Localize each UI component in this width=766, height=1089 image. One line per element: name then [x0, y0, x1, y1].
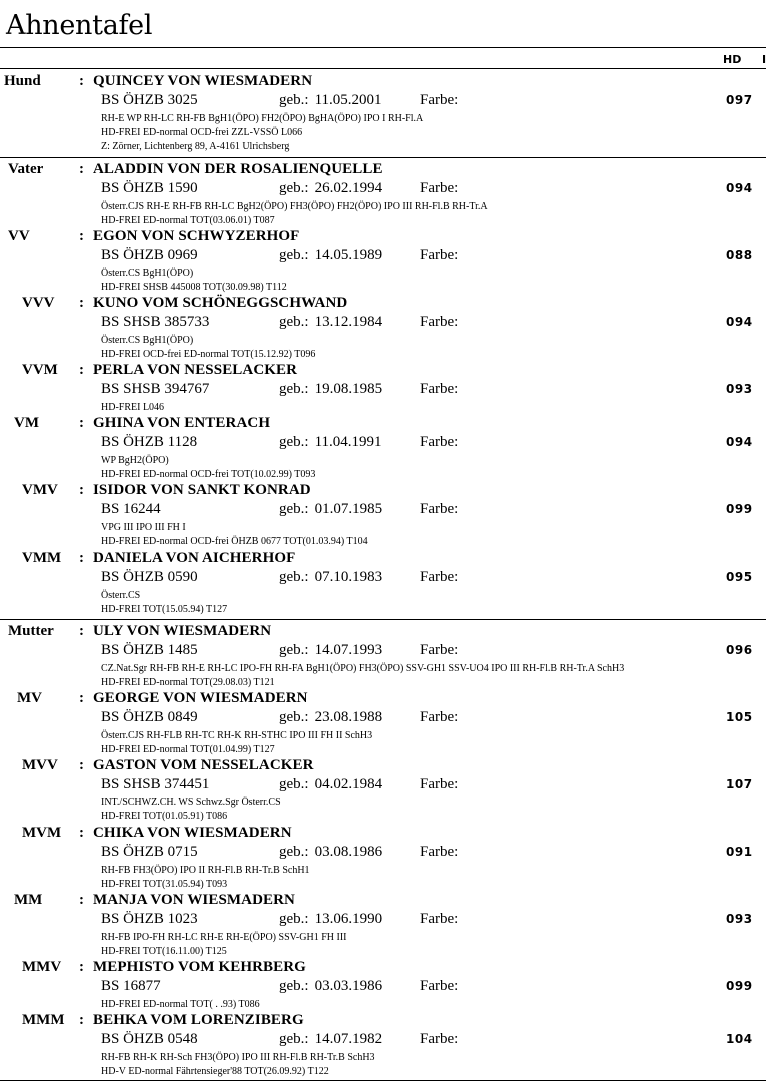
- color-label: Farbe:: [420, 1031, 459, 1047]
- separator-colon: :: [79, 1012, 84, 1028]
- dog-name: PERLA VON NESSELACKER: [93, 362, 298, 378]
- birth-date-value: 13.06.1990: [314, 911, 383, 927]
- birth-date-value: 03.08.1986: [314, 844, 383, 860]
- header-divider: [0, 68, 766, 69]
- hd-value: 094: [726, 315, 753, 329]
- birth-date-value: 13.12.1984: [314, 314, 383, 330]
- registration-number: BS SHSB 374451: [101, 776, 210, 792]
- birth-date: [279, 978, 382, 995]
- dog-name: BEHKA VOM LORENZIBERG: [93, 1012, 304, 1028]
- birth-date-label: geb.:: [279, 501, 309, 517]
- birth-date-label: geb.:: [279, 434, 309, 450]
- detail-line: CZ.Nat.Sgr RH-FB RH-E RH-LC IPO-FH RH-FA BgH1(ÖPO) FH3(ÖPO) SSV-GH1 SSV-UO4 IPO III RH-Fl.B RH-Tr.A SchH3: [101, 663, 625, 674]
- hd-value: 107: [726, 777, 753, 791]
- page-title: Ahnentafel: [6, 10, 153, 41]
- detail-line: HD-FREI OCD-frei ED-normal TOT(15.12.92) T096: [101, 349, 316, 360]
- birth-date: [279, 642, 382, 659]
- birth-date-label: geb.:: [279, 911, 309, 927]
- ancestor-code: Vater: [8, 161, 44, 177]
- color-label: Farbe:: [420, 92, 459, 108]
- detail-line: RH-FB IPO-FH RH-LC RH-E RH-E(ÖPO) SSV-GH1 FH III: [101, 932, 347, 943]
- dog-name: GEORGE VON WIESMADERN: [93, 690, 308, 706]
- top-divider: [0, 47, 766, 48]
- birth-date: [279, 911, 382, 928]
- registration-number: BS ÖHZB 1023: [101, 911, 198, 927]
- separator-colon: :: [79, 825, 84, 841]
- separator-colon: :: [79, 482, 84, 498]
- ancestor-code: MV: [17, 690, 42, 706]
- birth-date-label: geb.:: [279, 1031, 309, 1047]
- detail-line: RH-E WP RH-LC RH-FB BgH1(ÖPO) FH2(ÖPO) BgHA(ÖPO) IPO I RH-Fl.A: [101, 113, 424, 124]
- birth-date-value: 14.07.1982: [314, 1031, 383, 1047]
- birth-date-label: geb.:: [279, 247, 309, 263]
- hd-value: 093: [726, 382, 753, 396]
- separator-colon: :: [79, 550, 84, 566]
- ancestor-code: VVV: [22, 295, 55, 311]
- birth-date: [279, 569, 382, 586]
- detail-line: Österr.CS: [101, 590, 141, 601]
- birth-date-value: 03.03.1986: [314, 978, 383, 994]
- birth-date: [279, 709, 382, 726]
- separator-colon: :: [79, 415, 84, 431]
- detail-line: VPG III IPO III FH I: [101, 522, 186, 533]
- detail-line: HD-V ED-normal Fährtensieger'88 TOT(26.09.92) T122: [101, 1066, 329, 1077]
- registration-number: BS 16244: [101, 501, 161, 517]
- separator-colon: :: [79, 690, 84, 706]
- separator-colon: :: [79, 623, 84, 639]
- hd-value: 088: [726, 248, 753, 262]
- ancestor-code: MVM: [22, 825, 62, 841]
- separator-colon: :: [79, 73, 84, 89]
- dog-name: DANIELA VON AICHERHOF: [93, 550, 296, 566]
- hd-value: 099: [726, 979, 753, 993]
- color-label: Farbe:: [420, 776, 459, 792]
- detail-line: HD-FREI ED-normal OCD-frei ZZL-VSSÖ L066: [101, 127, 303, 138]
- birth-date: [279, 776, 382, 793]
- separator-colon: :: [79, 959, 84, 975]
- birth-date: [279, 92, 382, 109]
- color-label: Farbe:: [420, 501, 459, 517]
- color-label: Farbe:: [420, 569, 459, 585]
- birth-date-label: geb.:: [279, 776, 309, 792]
- birth-date-label: geb.:: [279, 978, 309, 994]
- color-label: Farbe:: [420, 709, 459, 725]
- birth-date-label: geb.:: [279, 569, 309, 585]
- birth-date: [279, 247, 382, 264]
- registration-number: BS ÖHZB 3025: [101, 92, 198, 108]
- detail-line: Österr.CS BgH1(ÖPO): [101, 268, 194, 279]
- color-label: Farbe:: [420, 180, 459, 196]
- detail-line: RH-FB RH-K RH-Sch FH3(ÖPO) IPO III RH-Fl.B RH-Tr.B SchH3: [101, 1052, 375, 1063]
- birth-date: [279, 180, 382, 197]
- dog-name: MEPHISTO VOM KEHRBERG: [93, 959, 306, 975]
- detail-line: INT./SCHWZ.CH. WS Schwz.Sgr Österr.CS: [101, 797, 281, 808]
- dog-name: KUNO VOM SCHÖNEGGSCHWAND: [93, 295, 348, 311]
- separator-colon: :: [79, 228, 84, 244]
- hd-value: 104: [726, 1032, 753, 1046]
- registration-number: BS ÖHZB 1485: [101, 642, 198, 658]
- detail-line: HD-FREI TOT(31.05.94) T093: [101, 879, 228, 890]
- color-label: Farbe:: [420, 642, 459, 658]
- ancestor-code: VM: [14, 415, 39, 431]
- detail-line: HD-FREI TOT(15.05.94) T127: [101, 604, 228, 615]
- birth-date: [279, 501, 382, 518]
- birth-date-value: 26.02.1994: [314, 180, 383, 196]
- birth-date: [279, 434, 382, 451]
- color-label: Farbe:: [420, 381, 459, 397]
- detail-line: HD-FREI ED-normal OCD-frei ÖHZB 0677 TOT(01.03.94) T104: [101, 536, 368, 547]
- registration-number: BS ÖHZB 0548: [101, 1031, 198, 1047]
- hd-value: 096: [726, 643, 753, 657]
- dog-name: QUINCEY VON WIESMADERN: [93, 73, 313, 89]
- hd-value: 091: [726, 845, 753, 859]
- hd-value: 095: [726, 570, 753, 584]
- separator-colon: :: [79, 362, 84, 378]
- registration-number: BS ÖHZB 0849: [101, 709, 198, 725]
- detail-line: Österr.CS BgH1(ÖPO): [101, 335, 194, 346]
- dog-name: EGON VON SCHWYZERHOF: [93, 228, 300, 244]
- detail-line: WP BgH2(ÖPO): [101, 455, 169, 466]
- detail-line: Österr.CJS RH-E RH-FB RH-LC BgH2(ÖPO) FH3(ÖPO) FH2(ÖPO) IPO III RH-Fl.B RH-Tr.A: [101, 201, 488, 212]
- registration-number: BS SHSB 385733: [101, 314, 210, 330]
- hd-value: 099: [726, 502, 753, 516]
- detail-line: HD-FREI TOT(01.05.91) T086: [101, 811, 228, 822]
- detail-line: HD-FREI TOT(16.11.00) T125: [101, 946, 227, 957]
- hd-value: 094: [726, 181, 753, 195]
- separator-colon: :: [79, 295, 84, 311]
- birth-date-label: geb.:: [279, 180, 309, 196]
- birth-date-value: 04.02.1984: [314, 776, 383, 792]
- detail-line: Österr.CJS RH-FLB RH-TC RH-K RH-STHC IPO III FH II SchH3: [101, 730, 373, 741]
- hd-column-header: HD: [723, 53, 742, 66]
- color-label: Farbe:: [420, 434, 459, 450]
- bottom-divider: [0, 1080, 766, 1081]
- birth-date-value: 11.04.1991: [314, 434, 382, 450]
- registration-number: BS ÖHZB 1128: [101, 434, 198, 450]
- color-label: Farbe:: [420, 314, 459, 330]
- section-divider-mutter: [0, 619, 766, 620]
- color-label: Farbe:: [420, 911, 459, 927]
- hd-value: 097: [726, 93, 753, 107]
- birth-date: [279, 381, 382, 398]
- dog-name: ISIDOR VON SANKT KONRAD: [93, 482, 311, 498]
- ancestor-code: VMM: [22, 550, 62, 566]
- registration-number: BS ÖHZB 0715: [101, 844, 198, 860]
- registration-number: BS SHSB 394767: [101, 381, 210, 397]
- ancestor-code: MM: [14, 892, 43, 908]
- registration-number: BS ÖHZB 0590: [101, 569, 198, 585]
- hd-value: 093: [726, 912, 753, 926]
- birth-date-label: geb.:: [279, 709, 309, 725]
- detail-line: Z: Zörner, Lichtenberg 89, A-4161 Ulrichsberg: [101, 141, 290, 152]
- ancestor-code: MMM: [22, 1012, 65, 1028]
- separator-colon: :: [79, 892, 84, 908]
- section-divider-vater: [0, 157, 766, 158]
- detail-line: HD-FREI L046: [101, 402, 165, 413]
- registration-number: BS ÖHZB 0969: [101, 247, 198, 263]
- birth-date-label: geb.:: [279, 844, 309, 860]
- registration-number: BS 16877: [101, 978, 161, 994]
- birth-date: [279, 844, 382, 861]
- detail-line: HD-FREI ED-normal OCD-frei TOT(10.02.99) T093: [101, 469, 316, 480]
- birth-date-value: 11.05.2001: [314, 92, 382, 108]
- dog-name: GASTON VOM NESSELACKER: [93, 757, 314, 773]
- detail-line: HD-FREI ED-normal TOT( . .93) T086: [101, 999, 260, 1010]
- birth-date-label: geb.:: [279, 314, 309, 330]
- color-label: Farbe:: [420, 844, 459, 860]
- birth-date-value: 01.07.1985: [314, 501, 383, 517]
- birth-date-value: 23.08.1988: [314, 709, 383, 725]
- ancestor-code: Mutter: [8, 623, 54, 639]
- ancestor-code: Hund: [4, 73, 41, 89]
- separator-colon: :: [79, 161, 84, 177]
- dog-name: CHIKA VON WIESMADERN: [93, 825, 292, 841]
- hd-value: 105: [726, 710, 753, 724]
- dog-name: ALADDIN VON DER ROSALIENQUELLE: [93, 161, 383, 177]
- registration-number: BS ÖHZB 1590: [101, 180, 198, 196]
- color-label: Farbe:: [420, 978, 459, 994]
- dog-name: ULY VON WIESMADERN: [93, 623, 272, 639]
- ancestor-code: VV: [8, 228, 30, 244]
- birth-date-value: 07.10.1983: [314, 569, 383, 585]
- ancestor-code: MVV: [22, 757, 58, 773]
- detail-line: HD-FREI ED-normal TOT(03.06.01) T087: [101, 215, 275, 226]
- detail-line: RH-FB FH3(ÖPO) IPO II RH-Fl.B RH-Tr.B SchH1: [101, 865, 310, 876]
- hd-column-header-cut: I: [762, 53, 766, 66]
- ancestor-code: MMV: [22, 959, 62, 975]
- ancestor-code: VVM: [22, 362, 58, 378]
- birth-date-label: geb.:: [279, 381, 309, 397]
- detail-line: HD-FREI ED-normal TOT(29.08.03) T121: [101, 677, 275, 688]
- birth-date: [279, 1031, 382, 1048]
- hd-value: 094: [726, 435, 753, 449]
- birth-date-label: geb.:: [279, 92, 309, 108]
- ancestor-code: VMV: [22, 482, 58, 498]
- dog-name: MANJA VON WIESMADERN: [93, 892, 295, 908]
- separator-colon: :: [79, 757, 84, 773]
- birth-date-value: 14.05.1989: [314, 247, 383, 263]
- color-label: Farbe:: [420, 247, 459, 263]
- birth-date-value: 14.07.1993: [314, 642, 383, 658]
- birth-date-label: geb.:: [279, 642, 309, 658]
- birth-date: [279, 314, 382, 331]
- dog-name: GHINA VON ENTERACH: [93, 415, 271, 431]
- detail-line: HD-FREI ED-normal TOT(01.04.99) T127: [101, 744, 275, 755]
- detail-line: HD-FREI SHSB 445008 TOT(30.09.98) T112: [101, 282, 287, 293]
- birth-date-value: 19.08.1985: [314, 381, 383, 397]
